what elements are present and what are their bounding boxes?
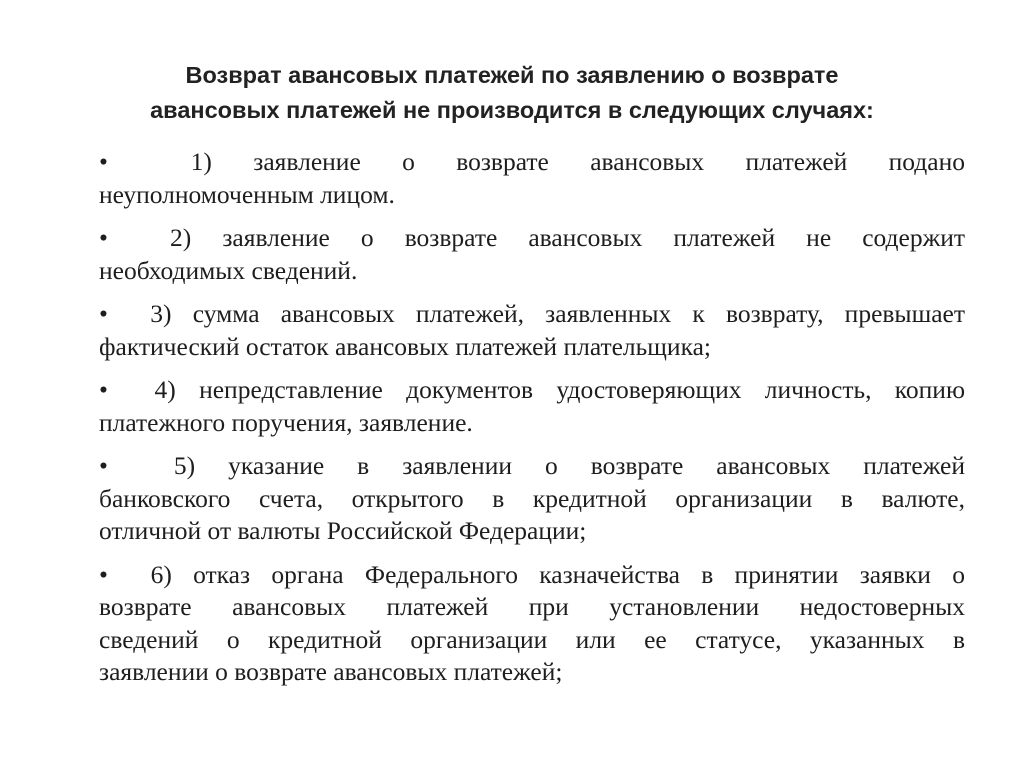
list-item-line: фактический остаток авансовых платежей плательщика; bbox=[99, 331, 711, 361]
list-item-line: банковского счета, открытого в кредитной организации в валюте, bbox=[99, 483, 965, 513]
list-item-line bbox=[99, 222, 965, 255]
slide-title bbox=[80, 58, 944, 128]
list-item-line: возврате авансовых платежей при установлении недостоверных bbox=[99, 592, 965, 621]
slide-title-line-2: авансовых платежей не производится в следующих случаях: bbox=[150, 97, 874, 123]
list-item-line bbox=[99, 559, 965, 592]
list-item-text: 6) отказ органа Федерального казначейства в принятии заявки о bbox=[150, 559, 965, 589]
bullet-icon: • bbox=[99, 147, 191, 176]
bullet-icon: • bbox=[99, 299, 151, 328]
list-item bbox=[99, 222, 965, 287]
list-item-text: 1) заявление о возврате авансовых платежей подано bbox=[190, 147, 965, 176]
bullet-icon: • bbox=[99, 451, 174, 480]
list-item bbox=[99, 559, 965, 689]
list-item-line bbox=[99, 146, 965, 179]
conditions-list bbox=[99, 146, 965, 700]
bullet-icon: • bbox=[99, 223, 171, 252]
list-item-line bbox=[99, 374, 965, 407]
list-item bbox=[99, 298, 965, 363]
slide-title-line-1: Возврат авансовых платежей по заявлению о возврате bbox=[185, 62, 839, 88]
list-item bbox=[99, 374, 965, 439]
list-item-text: 2) заявление о возврате авансовых платежей не содержит bbox=[170, 223, 965, 252]
bullet-icon: • bbox=[99, 375, 155, 404]
list-item-line: необходимых сведений. bbox=[99, 255, 358, 285]
list-item-text: 4) непредставление документов удостоверяющих личность, копию bbox=[154, 375, 965, 404]
bullet-icon: • bbox=[99, 559, 151, 589]
list-item-line: заявлении о возврате авансовых платежей; bbox=[99, 657, 563, 686]
list-item-text: 3) сумма авансовых платежей, заявленных к возврату, превышает bbox=[150, 299, 965, 328]
list-item-line: отличной от валюты Российской Федерации; bbox=[99, 516, 587, 545]
list-item-line bbox=[99, 450, 965, 483]
list-item-line: платежного поручения, заявление. bbox=[99, 407, 473, 437]
list-item bbox=[99, 146, 965, 211]
list-item-line bbox=[99, 298, 965, 331]
list-item-line: сведений о кредитной организации или ее статусе, указанных в bbox=[99, 624, 965, 654]
list-item-text: 5) указание в заявлении о возврате авансовых платежей bbox=[173, 451, 965, 480]
list-item bbox=[99, 450, 965, 548]
list-item-line: неуполномоченным лицом. bbox=[99, 179, 395, 209]
